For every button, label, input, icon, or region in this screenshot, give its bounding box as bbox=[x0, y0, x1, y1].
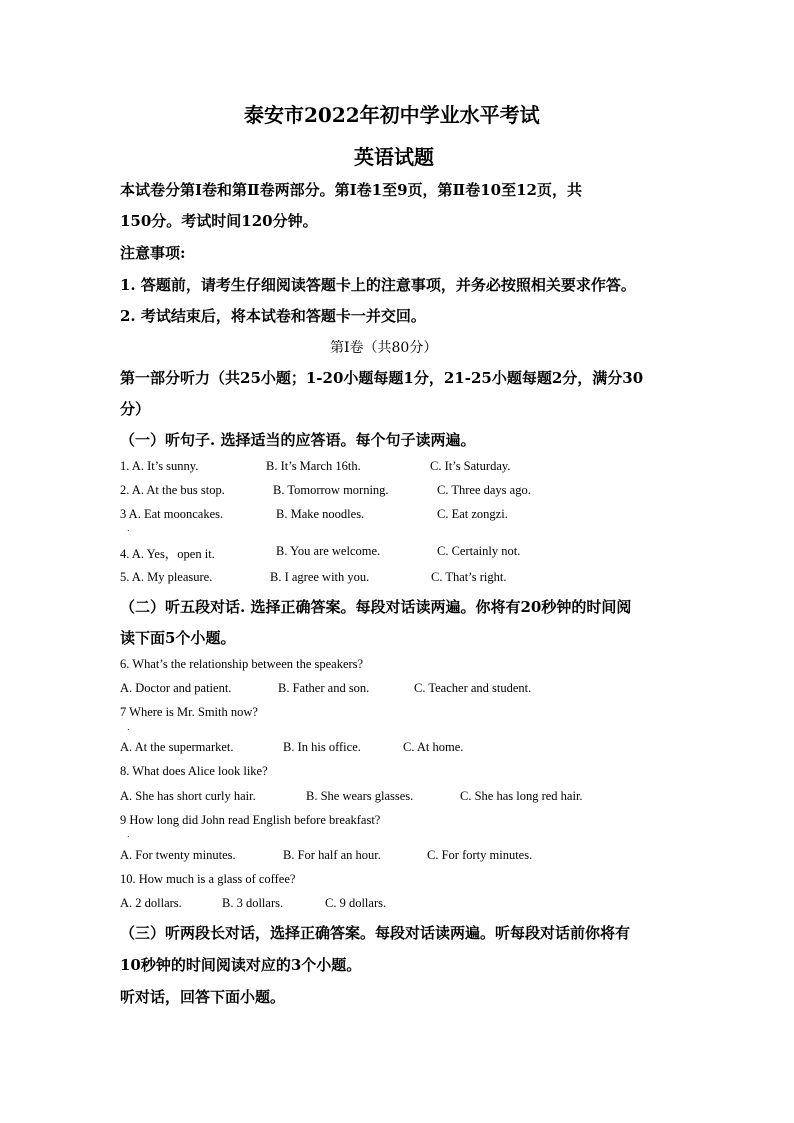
section-2-heading-line-2: 读下面5个小题。 bbox=[120, 629, 236, 647]
q7-number-dot: . bbox=[127, 723, 130, 732]
q10-stem: 10. How much is a glass of coffee? bbox=[120, 872, 296, 886]
q8-option-c: C. She has long red hair. bbox=[460, 789, 583, 803]
q6-option-c: C. Teacher and student. bbox=[414, 681, 532, 695]
section-1-heading: （一）听句子. 选择适当的应答语。每个句子读两遍。 bbox=[120, 431, 476, 449]
q8-stem: 8. What does Alice look like? bbox=[120, 764, 268, 778]
q8-option-b: B. She wears glasses. bbox=[306, 789, 414, 803]
q4-option-b: B. You are welcome. bbox=[276, 544, 381, 558]
exam-subtitle: 英语试题 bbox=[354, 145, 434, 169]
q2-option-b: B. Tomorrow morning. bbox=[273, 483, 389, 497]
q9-option-c: C. For forty minutes. bbox=[427, 848, 533, 862]
q10-option-c: C. 9 dollars. bbox=[325, 896, 387, 910]
q3-option-a: 3 A. Eat mooncakes. bbox=[120, 507, 224, 521]
q10-option-b: B. 3 dollars. bbox=[222, 896, 284, 910]
q4-option-a: 4. A. Yes，open it. bbox=[120, 547, 215, 561]
section-2-heading-line-1: （二）听五段对话. 选择正确答案。每段对话读两遍。你将有20秒钟的时间阅 bbox=[120, 598, 632, 616]
q5-option-b: B. I agree with you. bbox=[270, 570, 370, 584]
q9-stem: 9 How long did John read English before breakfast? bbox=[120, 813, 381, 827]
q7-option-a: A. At the supermarket. bbox=[120, 740, 234, 754]
q7-stem: 7 Where is Mr. Smith now? bbox=[120, 705, 258, 719]
q7-option-c: C. At home. bbox=[403, 740, 464, 754]
q8-option-a: A. She has short curly hair. bbox=[120, 789, 256, 803]
q7-option-b: B. In his office. bbox=[283, 740, 361, 754]
notice-item-2: 2. 考试结束后，将本试卷和答题卡一并交回。 bbox=[120, 307, 426, 325]
intro-line-1: 本试卷分第Ⅰ卷和第Ⅱ卷两部分。第Ⅰ卷1至9页，第Ⅱ卷10至12页，共 bbox=[120, 181, 582, 199]
q5-option-a: 5. A. My pleasure. bbox=[120, 570, 213, 584]
section-3-instruction: 听对话，回答下面小题。 bbox=[120, 988, 286, 1006]
q9-option-a: A. For twenty minutes. bbox=[120, 848, 236, 862]
q6-option-b: B. Father and son. bbox=[278, 681, 370, 695]
volume-1-heading: 第Ⅰ卷（共80分） bbox=[330, 340, 438, 356]
intro-line-2: 150分。考试时间120分钟。 bbox=[120, 212, 318, 230]
q5-option-c: C. That’s right. bbox=[431, 570, 507, 584]
section-3-heading-line-1: （三）听两段长对话，选择正确答案。每段对话读两遍。听每段对话前你将有 bbox=[120, 924, 631, 942]
q6-option-a: A. Doctor and patient. bbox=[120, 681, 232, 695]
q2-option-a: 2. A. At the bus stop. bbox=[120, 483, 225, 497]
notice-item-1: 1. 答题前，请考生仔细阅读答题卡上的注意事项，并务必按照相关要求作答。 bbox=[120, 276, 636, 294]
section-3-heading-line-2: 10秒钟的时间阅读对应的3个小题。 bbox=[120, 956, 362, 974]
q1-option-a: 1. A. It’s sunny. bbox=[120, 459, 199, 473]
q1-option-c: C. It’s Saturday. bbox=[430, 459, 511, 473]
q2-option-c: C. Three days ago. bbox=[437, 483, 531, 497]
q9-number-dot: . bbox=[127, 830, 130, 839]
q4-option-c: C. Certainly not. bbox=[437, 544, 521, 558]
q3-option-b: B. Make noodles. bbox=[276, 507, 365, 521]
q3-option-c: C. Eat zongzi. bbox=[437, 507, 508, 521]
q3-number-dot: . bbox=[127, 524, 130, 533]
q6-stem: 6. What’s the relationship between the speakers? bbox=[120, 657, 364, 671]
q10-option-a: A. 2 dollars. bbox=[120, 896, 182, 910]
exam-title: 泰安市2022年初中学业水平考试 bbox=[244, 103, 540, 127]
q9-option-b: B. For half an hour. bbox=[283, 848, 381, 862]
part-1-line-1: 第一部分听力（共25小题；1-20小题每题1分，21-25小题每题2分，满分30 bbox=[120, 369, 644, 387]
notice-heading: 注意事项: bbox=[120, 244, 186, 262]
q1-option-b: B. It’s March 16th. bbox=[266, 459, 361, 473]
part-1-line-2: 分） bbox=[120, 400, 151, 418]
